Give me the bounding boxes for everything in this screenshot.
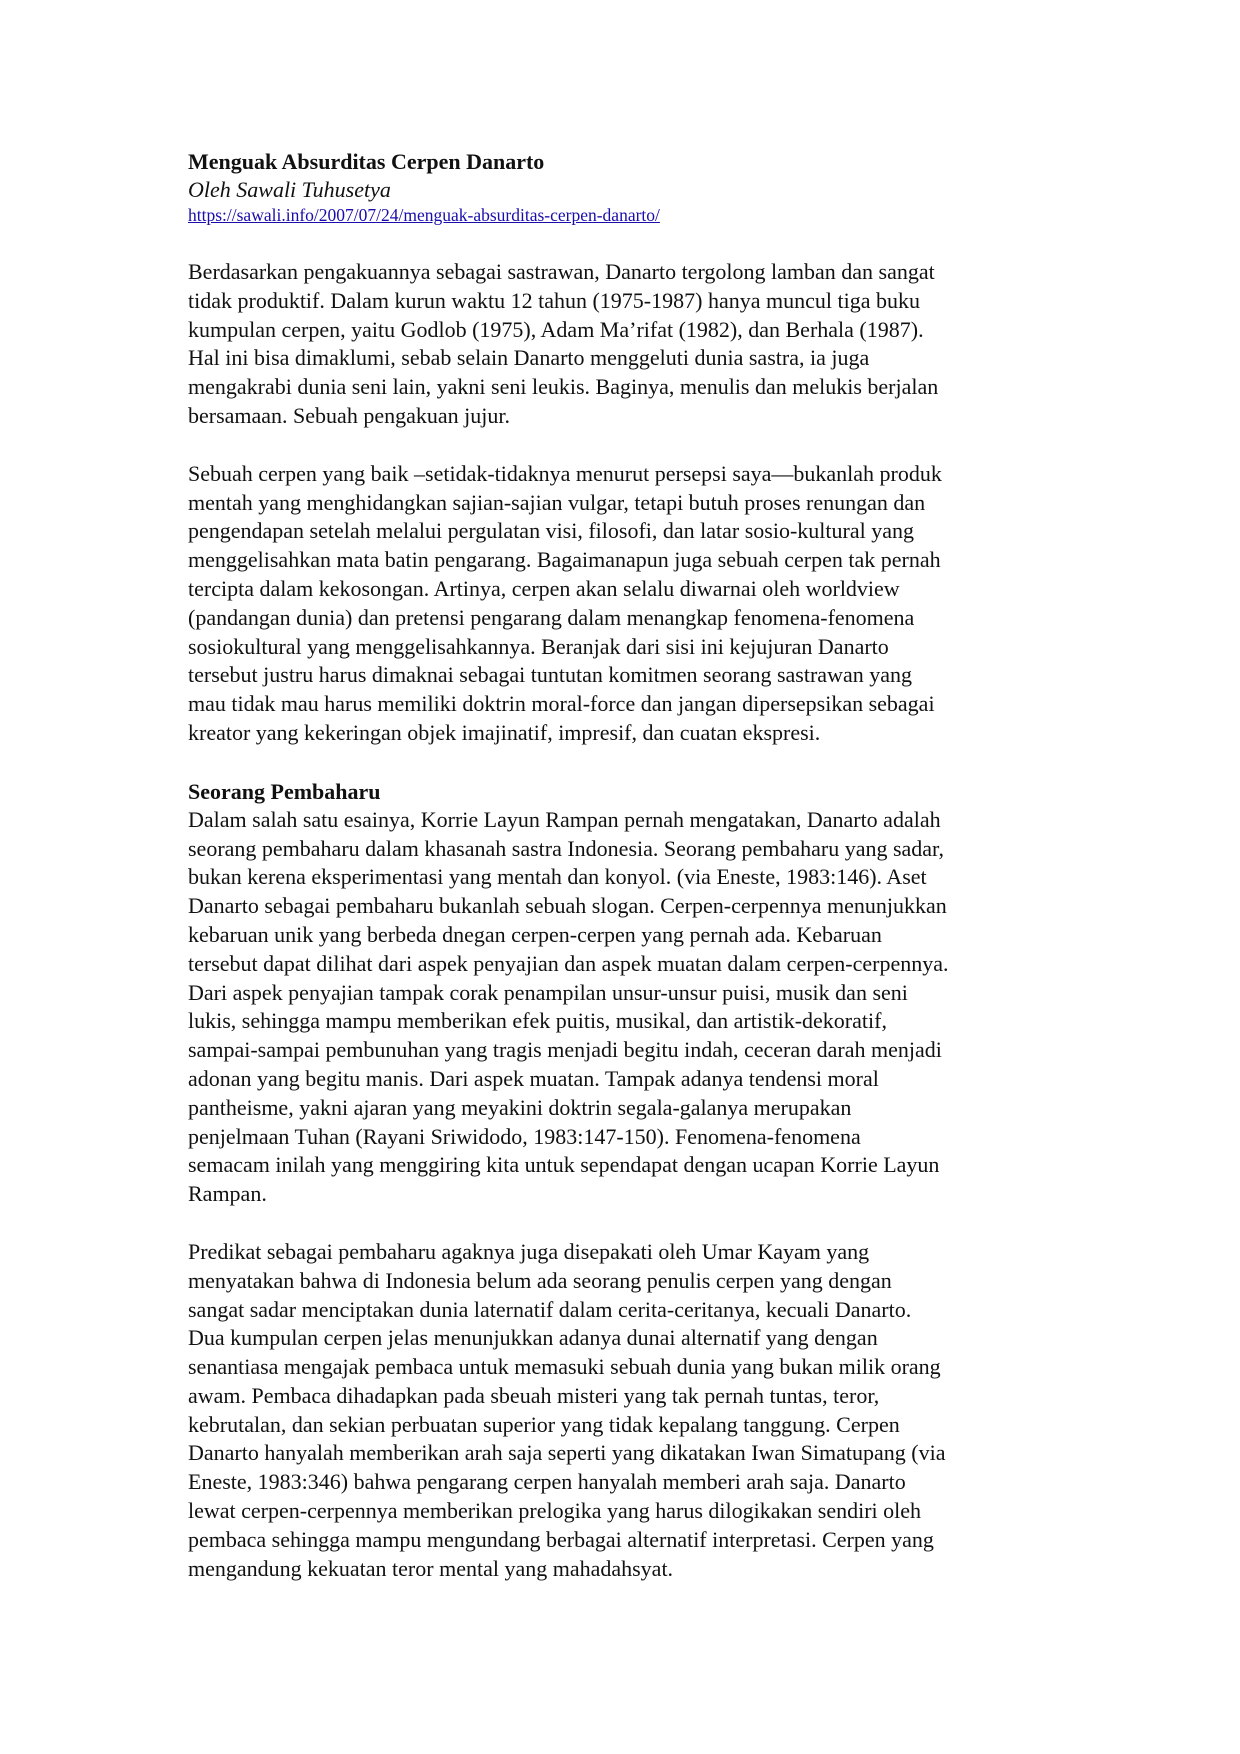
- source-link[interactable]: https://sawali.info/2007/07/24/menguak-absurditas-cerpen-danarto/: [188, 205, 660, 225]
- section-heading: Seorang Pembaharu: [188, 778, 381, 804]
- body-paragraph: Berdasarkan pengakuannya sebagai sastrawan, Danarto tergolong lamban dan sangat tidak produktif. Dalam kurun waktu 12 tahun (1975-1987) hanya muncul tiga buku kumpulan cerpen, yaitu Godlob (1975), Adam Ma’rifat (1982), dan Berhala (1987). Hal ini bisa dimaklumi, sebab selain Danarto menggeluti dunia sastra, ia juga mengakrabi dunia seni lain, yakni seni leukis. Baginya, menulis dan melukis berjalan bersamaan. Sebuah pengakuan jujur.: [188, 259, 939, 428]
- article-author: Oleh Sawali Tuhusetya: [188, 177, 391, 202]
- article-title: Menguak Absurditas Cerpen Danarto: [188, 149, 545, 174]
- document-page: [188, 148, 1068, 1612]
- section-paragraph: Predikat sebagai pembaharu agaknya juga disepakati oleh Umar Kayam yang menyatakan bahwa di Indonesia belum ada seorang penulis cerpen yang dengan sangat sadar menciptakan dunia laternatif dalam cerita-ceritanya, kecuali Danarto. Dua kumpulan cerpen jelas menunjukkan adanya dunai alternatif yang dengan senantiasa mengajak pembaca untuk memasuki sebuah dunia yang bukan milik orang awam. Pembaca dihadapkan pada sbeuah misteri yang tak pernah tuntas, teror, kebrutalan, dan sekian perbuatan superior yang tidak kepalang tanggung. Cerpen Danarto hanyalah memberikan arah saja seperti yang dikatakan Iwan Simatupang (via Eneste, 1983:346) bahwa pengarang cerpen hanyalah memberi arah saja. Danarto lewat cerpen-cerpennya memberikan prelogika yang harus dilogikakan sendiri oleh pembaca sehingga mampu mengundang berbagai alternatif interpretasi. Cerpen yang mengandung kekuatan teror mental yang mahadahsyat.: [188, 1238, 946, 1581]
- body-paragraph: Sebuah cerpen yang baik –setidak-tidaknya menurut persepsi saya—bukanlah produk mentah yang menghidangkan sajian-sajian vulgar, tetapi butuh proses renungan dan pengendapan setelah melalui pergulatan visi, filosofi, dan latar sosio-kultural yang menggelisahkan mata batin pengarang. Bagaimanapun juga sebuah cerpen tak pernah tercipta dalam kekosongan. Artinya, cerpen akan selalu diwarnai oleh worldview (pandangan dunia) dan pretensi pengarang dalam menangkap fenomena-fenomena sosiokultural yang menggelisahkannya. Beranjak dari sisi ini kejujuran Danarto tersebut justru harus dimaknai sebagai tuntutan komitmen seorang sastrawan yang mau tidak mau harus memiliki doktrin moral-force dan jangan dipersepsikan sebagai kreator yang kekeringan objek imajinatif, impresif, dan cuatan ekspresi.: [188, 460, 942, 745]
- section-paragraph: Dalam salah satu esainya, Korrie Layun Rampan pernah mengatakan, Danarto adalah seorang pembaharu dalam khasanah sastra Indonesia. Seorang pembaharu yang sadar, bukan kerena eksperimentasi yang mentah dan konyol. (via Eneste, 1983:146). Aset Danarto sebagai pembaharu bukanlah sebuah slogan. Cerpen-cerpennya menunjukkan kebaruan unik yang berbeda dnegan cerpen-cerpen yang pernah ada. Kebaruan tersebut dapat dilihat dari aspek penyajian dan aspek muatan dalam cerpen-cerpennya. Dari aspek penyajian tampak corak penampilan unsur-unsur puisi, musik dan seni lukis, sehingga mampu memberikan efek puitis, musikal, dan artistik-dekoratif, sampai-sampai pembunuhan yang tragis menjadi begitu indah, ceceran darah menjadi adonan yang begitu manis. Dari aspek muatan. Tampak adanya tendensi moral pantheisme, yakni ajaran yang meyakini doktrin segala-galanya merupakan penjelmaan Tuhan (Rayani Sriwidodo, 1983:147-150). Fenomena-fenomena semacam inilah yang menggiring kita untuk sependapat dengan ucapan Korrie Layun Rampan.: [188, 806, 949, 1207]
